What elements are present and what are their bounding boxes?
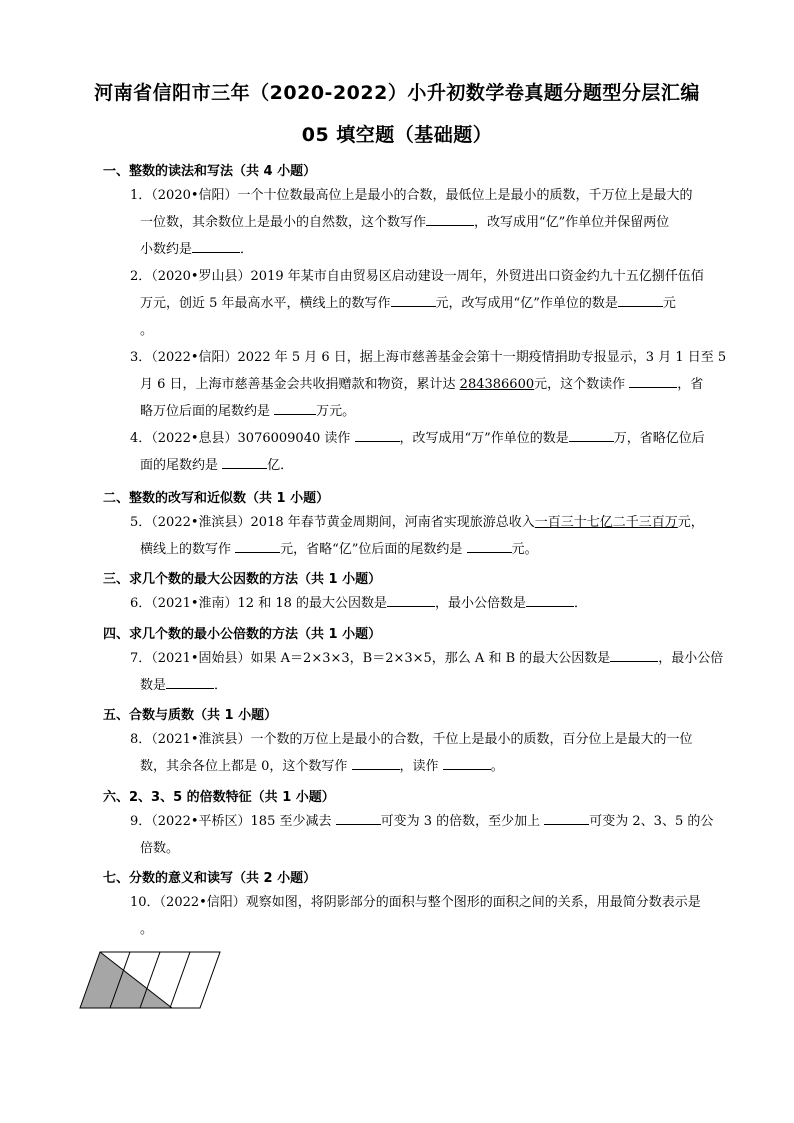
parallelogram-figure <box>78 950 223 1012</box>
page-subtitle: 05 填空题（基础题） <box>301 124 493 146</box>
underlined-number: 284386600 <box>459 377 535 392</box>
answer-blank[interactable] <box>387 592 435 607</box>
q9-line1: 9．（2022•平桥区）185 至少减去 可变为 3 的倍数，至少加上 可变为 2、3、5 的公 <box>130 808 720 835</box>
q1-line1: 1．（2020•信阳）一个十位数最高位上是最小的合数，最低位上是最小的质数，千万位上是最大的 <box>130 188 693 203</box>
shaded-triangle <box>80 952 172 1008</box>
answer-blank[interactable] <box>391 292 436 307</box>
section-heading-4: 四、求几个数的最小公倍数的方法（共 1 小题） <box>103 627 382 642</box>
question-7 <box>130 645 724 699</box>
answer-blank[interactable] <box>610 647 658 662</box>
section-heading-1: 一、整数的读法和写法（共 4 小题） <box>103 164 317 179</box>
q10-line2: 。 <box>140 922 154 937</box>
underlined-number: 一百三十七亿二千三百万 <box>534 515 678 530</box>
answer-blank[interactable] <box>467 538 512 553</box>
q7-line2: 数是 ． <box>130 672 720 699</box>
section-heading-6: 六、2、3、5 的倍数特征（共 1 小题） <box>103 790 335 805</box>
section-heading-2: 二、整数的改写和近似数（共 1 小题） <box>103 491 330 506</box>
q5-line1: 5．（2022•淮滨县）2018 年春节黄金周期间，河南省实现旅游总收入一百三十七亿二千三百万元， <box>130 515 704 530</box>
page-title: 河南省信阳市三年（2020-2022）小升初数学卷真题分题型分层汇编 <box>94 82 700 104</box>
answer-blank[interactable] <box>569 427 614 442</box>
section-heading-7: 七、分数的意义和读写（共 2 小题） <box>103 871 317 886</box>
question-1 <box>130 182 720 263</box>
q7-line1: 7．（2021•固始县）如果 A＝2×3×3，B＝2×3×5，那么 A 和 B 的最大公因数是 ，最小公倍 <box>130 645 720 672</box>
question-9 <box>130 808 720 862</box>
question-8 <box>130 726 720 780</box>
q3-line1: 3．（2022•信阳）2022 年 5 月 6 日，据上海市慈善基金会第十一期疫情捐助专报显示，3 月 1 日至 5 <box>130 350 727 365</box>
q5-line2: 横线上的数写作 元，省略“亿”位后面的尾数约是 元。 <box>130 536 720 563</box>
answer-blank[interactable] <box>222 454 267 469</box>
answer-blank[interactable] <box>629 373 677 388</box>
answer-blank[interactable] <box>274 400 316 415</box>
answer-blank[interactable] <box>355 427 400 442</box>
question-6 <box>130 590 720 617</box>
q8-line2: 数，其余各位上都是 0，这个数写作 ，读作 。 <box>130 753 720 780</box>
q1-line2: 一位数，其余数位上是最小的自然数，这个数写作 ，改写成用“亿”作单位并保留两位 <box>130 209 720 236</box>
q2-line1: 2．（2020•罗山县）2019 年某市自由贸易区启动建设一周年，外贸进出口资金约九十五亿捌仟伍佰 <box>130 269 704 284</box>
q6-line1: 6．（2021•淮南）12 和 18 的最大公因数是 ，最小公倍数是 ． <box>130 590 720 617</box>
answer-blank[interactable] <box>618 292 663 307</box>
q9-line2: 倍数。 <box>140 841 180 856</box>
q8-line1: 8．（2021•淮滨县）一个数的万位上是最小的合数，千位上是最小的质数，百分位上是最大的一位 <box>130 732 693 747</box>
answer-blank[interactable] <box>166 674 214 689</box>
answer-blank[interactable] <box>544 810 589 825</box>
section-heading-3: 三、求几个数的最大公因数的方法（共 1 小题） <box>103 572 382 587</box>
question-4 <box>130 425 720 479</box>
q2-line3: 。 <box>140 323 154 338</box>
q4-line2: 面的尾数约是 亿． <box>130 452 720 479</box>
answer-blank[interactable] <box>352 755 400 770</box>
question-2 <box>130 263 720 344</box>
divider-line <box>170 952 190 1008</box>
answer-blank[interactable] <box>192 238 240 253</box>
answer-blank[interactable] <box>443 755 491 770</box>
q2-line2: 万元，创近 5 年最高水平，横线上的数写作 元，改写成用“亿”作单位的数是 元 <box>130 290 720 317</box>
q4-line1: 4．（2022•息县）3076009040 读作 ，改写成用“万”作单位的数是 万，省略亿位后 <box>130 425 720 452</box>
question-10 <box>130 889 720 943</box>
question-3 <box>130 344 727 425</box>
answer-blank[interactable] <box>426 211 474 226</box>
q10-line1: 10．（2022•信阳）观察如图，将阴影部分的面积与整个图形的面积之间的关系，用最简分数表示是 <box>130 895 701 910</box>
q3-line2: 月 6 日，上海市慈善基金会共收捐赠款和物资，累计达 284386600元，这个数读作 ，省 <box>130 371 720 398</box>
answer-blank[interactable] <box>526 592 574 607</box>
answer-blank[interactable] <box>235 538 280 553</box>
answer-blank[interactable] <box>336 810 381 825</box>
section-heading-5: 五、合数与质数（共 1 小题） <box>103 708 278 723</box>
q3-line3: 略万位后面的尾数约是 万元。 <box>130 398 720 425</box>
q1-line3: 小数约是 ． <box>130 236 720 263</box>
question-5 <box>130 509 720 563</box>
